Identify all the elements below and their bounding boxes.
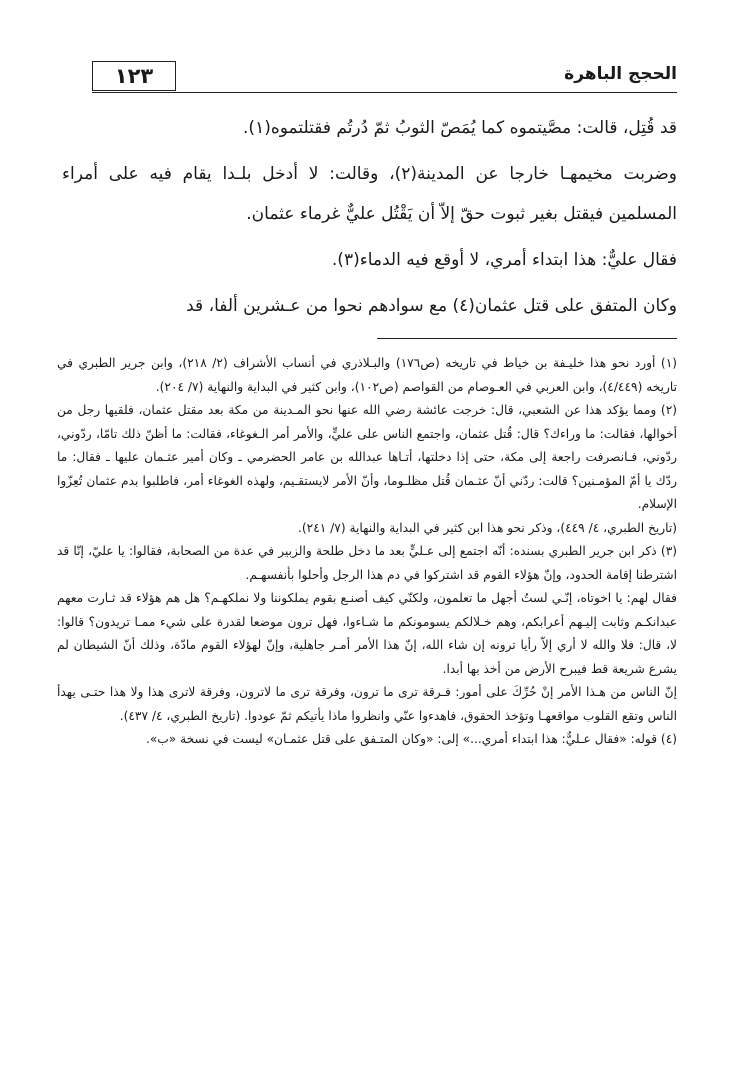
footnotes <box>57 352 677 752</box>
footnote-2-source: (تاريخ الطبري، ٤/ ٤٤٩)، وذكر نحو هذا ابن كثير في البداية والنهاية (٧/ ٢٤١). <box>298 520 677 535</box>
running-title: الحجج الباهرة <box>564 64 677 84</box>
footnote-1: (١) أورد نحو هذا خليـفة بن خياط في تاريخه (ص١٧٦) والبـلاذري في أنساب الأشراف (٢/ ٢١٨)، وابن جرير الطبري في تاريخه (٤/٤٤٩)، وابن العربي في العـوصام من القواصم (ص١٠٢)، وابن كثير في البداية والنهاية (٧/ ٢٠٤). <box>57 356 677 394</box>
main-paragraph: وضربت مخيمهـا خارجا عن المدينة(٢)، وقالت: لا أدخل بلـدا يقام فيه على أمراء المسلمين فيقتل بغير ثبوت حقّ إلاّ أن يَقْتُل عليٌّ غرماء عثمان. <box>62 164 677 224</box>
main-paragraph: وكان المتفق على قتل عثمان(٤) مع سوادهم نحوا من عـشرين ألفا، قد <box>186 296 677 316</box>
main-text <box>62 108 677 326</box>
page-number: ١٢٣ <box>92 61 176 91</box>
footnote-2: (٢) ومما يؤكد هذا عن الشعبي، قال: خرجت عائشة رضي الله عنها نحو المـدينة من مكة بعد مقتل عثمان، فلقيها رجل من أخوالها، فقالت: ما وراءك؟ قال: قُتل عثمان، واجتمع الناس على عليٍّ، والأمر أمر الـغوغاء، فقالت: ما أظنّ ذلك تامّا، ردّوني، ردّوني، فـانصرفت راجعة إلى مكة، حتى إذا دخلتها، أتـاها عبدالله بن عامر الحضرمي ـ وكان أمير عثـمان عليها ـ فقال: ما ردّك يا أمّ المؤمـنين؟ قالت: ردّني أنّ عثـمان قُتل مظلـوما، وأنّ الأمر لايستقـيم، ولهذه الغوغاء أمر، فاطلبوا بدم عثمان تُعِزّوا الإسلام. <box>57 403 677 511</box>
main-paragraph: فقال عليٌّ: هذا ابتداء أمري، لا أوقع فيه الدماء(٣). <box>331 250 677 270</box>
footnote-3-continued-2: إنّ الناس من هـذا الأمر إنْ حُرِّكَ على أمور: فـرقة ترى ما ترون، وفرقة ترى ما لاترون، وفرقة لاترى هذا ولا هذا حتـى يهدأ الناس وتقع القلوب مواقعهـا وتؤخذ الحقوق، فاهدءوا عنّي وانظروا ماذا يأتيكم ثمّ عودوا. (تاريخ الطبري، ٤/ ٤٣٧). <box>57 685 677 723</box>
main-paragraph: قد قُتِل، قالت: مصَّيتموه كما يُمَصّ الثوبُ ثمّ دُرتُم فقتلتموه(١). <box>243 118 677 138</box>
header-rule <box>92 92 677 93</box>
footnote-4: (٤) قوله: «فقال عـليٌّ: هذا ابتداء أمري...» إلى: «وكان المتـفق على قتل عثمـان» ليست في نسخة «ب». <box>145 732 677 746</box>
footnote-3: (٣) ذكر ابن جرير الطبري بسنده: أنّه اجتمع إلى عـليٍّ بعد ما دخل طلحة والزبير في عدة من الصحابة، فقالوا: يا عليّ، إنّا قد اشترطنا إقامة الحدود، وإنّ هؤلاء القوم قد اشتركوا في دم هذا الرجل وأحلوا بأنفسهـم. <box>57 544 677 582</box>
footnote-separator <box>377 338 677 339</box>
footnote-3-continued: فقال لهم: يا اخوتاه، إنّـي لستُ أجهل ما تعلمون، ولكنّي كيف أصنـع بقوم يملكوننا ولا نملكهـم؟ هل هم هؤلاء قد ثـارت معهم عبدانكـم وثابت إليـهم أعرابكم، وهم خـلالكم يسومونكم ما شـاءوا، فهل ترون موضعا لقدرة على شيء ممـا تريدون؟ قالوا: لا، قال: فلا والله لا أري إلاّ رأيا ترونه إن شاء الله، إنّ هذا الأمر أمـر جاهلية، وإنّ لهؤلاء القوم مادّة، وذلك أنّ الشيطان لم يشرع شريعة قط فيبرح الأرض من أخذ بها أبدا. <box>57 591 677 676</box>
